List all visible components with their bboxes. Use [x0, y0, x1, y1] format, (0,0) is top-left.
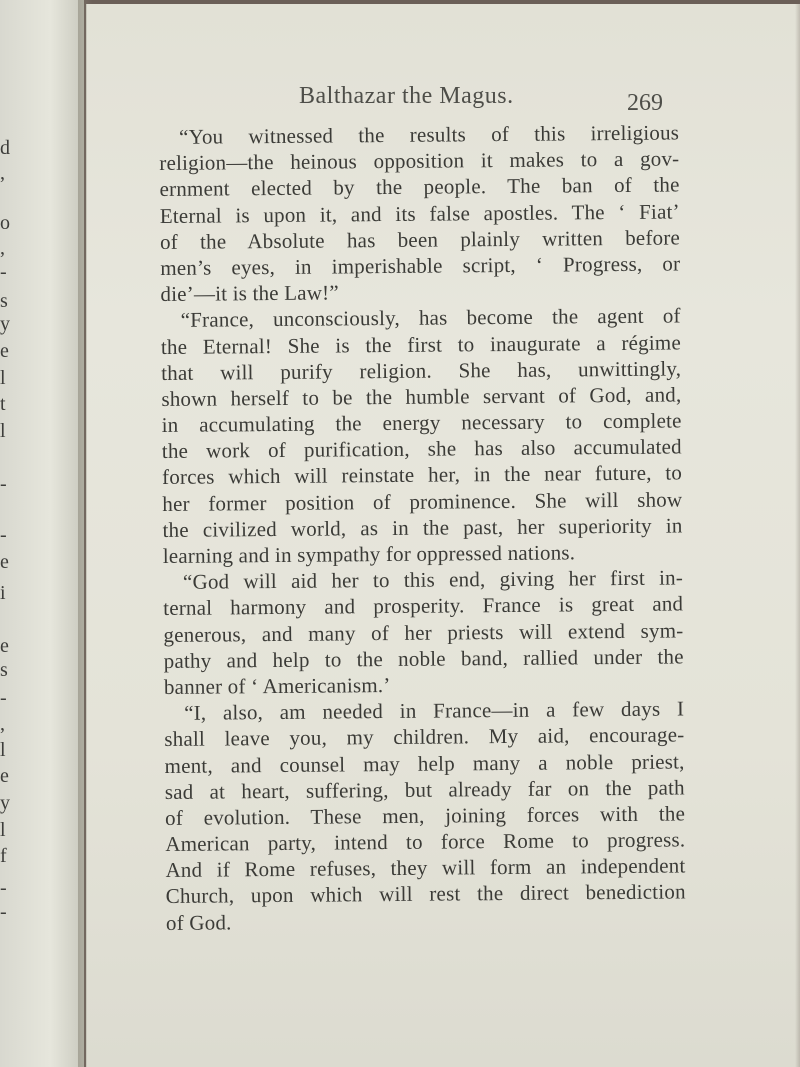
book-page	[86, 4, 800, 1067]
fragment: o	[0, 212, 10, 234]
fragment: s	[0, 290, 8, 312]
text-line: ernment elected by the people. The ban of the	[159, 172, 680, 202]
page-edge-shadow	[795, 4, 800, 1067]
text-line: generous, and many of her priests will extend sym-	[163, 618, 684, 647]
text-line: shall leave you, my children. My aid, encourage-	[164, 722, 685, 752]
text-line: of evolution. These men, joining forces with the	[164, 801, 686, 830]
text-line: the Eternal! She is the first to inaugurate a régime	[160, 329, 682, 359]
fragment: t	[0, 393, 6, 415]
text-line: her former position of prominence. She will show	[162, 487, 683, 516]
text-line: in accumulating the energy necessary to complete	[161, 408, 682, 438]
fragment: f	[0, 845, 7, 867]
text-line: forces which will reinstate her, in the near future, to	[161, 460, 683, 490]
text-line: ternal harmony and prosperity. France is great and	[163, 591, 684, 621]
text-line: of God.	[165, 910, 232, 935]
running-title: Balthazar the Magus.	[299, 83, 514, 109]
text-line: “France, unconsciously, has become the agent of	[180, 303, 681, 333]
fragment: i	[0, 582, 6, 604]
previous-page	[0, 0, 84, 1067]
text-line: “I, also, am needed in France—in a few days I	[184, 696, 685, 725]
text-line: learning and in sympathy for oppressed nations.	[162, 540, 576, 568]
text-line: Eternal is upon it, and its false apostles. The ‘ Fiat’	[159, 199, 680, 228]
text-line: of the Absolute has been plainly written before	[159, 225, 681, 254]
paragraph	[159, 119, 681, 307]
previous-page-text-fragments	[0, 0, 20, 1067]
fragment: -	[0, 473, 7, 495]
paragraph	[163, 565, 684, 700]
text-line: the civilized world, as in the past, her superiority in	[162, 513, 683, 542]
fragment: -	[0, 901, 7, 923]
text-line: pathy and help to the noble band, rallied under the	[163, 644, 684, 673]
fragment: y	[0, 792, 10, 814]
fragment: l	[0, 367, 6, 389]
fragment: -	[0, 261, 7, 283]
fragment: ,	[0, 237, 5, 259]
text-line: And if Rome refuses, they will form an independent	[165, 853, 686, 883]
text-line: Church, upon which will rest the direct benediction	[165, 879, 686, 909]
fragment: s	[0, 659, 8, 681]
text-line: sad at heart, suffering, but already far on the path	[164, 775, 685, 804]
text-line: shown herself to be the humble servant of God, and,	[161, 382, 682, 411]
fragment: e	[0, 551, 9, 573]
text-line: religion—the heinous opposition it makes to a gov-	[159, 146, 680, 176]
text-line: men’s eyes, in imperishable script, ‘ Progress, or	[160, 251, 681, 280]
fragment: ,	[0, 713, 5, 735]
fragment: l	[0, 420, 6, 442]
fragment: -	[0, 877, 7, 899]
paragraph	[164, 696, 686, 936]
fragment: l	[0, 739, 6, 761]
text-line: American party, intend to force Rome to progress.	[165, 827, 686, 857]
fragment: d	[0, 137, 10, 159]
text-line: die’—it is the Law!”	[160, 280, 339, 307]
text-line: “You witnessed the results of this irreligious	[179, 120, 680, 149]
fragment: ,	[0, 162, 5, 184]
paragraph	[161, 303, 683, 569]
page-number: 269	[627, 90, 663, 116]
fragment: -	[0, 687, 7, 709]
fragment: e	[0, 635, 9, 657]
fragment: -	[0, 524, 7, 546]
text-line: the work of purification, she has also accumulated	[161, 434, 682, 464]
text-line: “God will aid her to this end, giving her first in-	[182, 565, 684, 595]
text-line: ment, and counsel may help many a noble priest,	[164, 748, 685, 778]
fragment: e	[0, 765, 9, 787]
fragment: e	[0, 340, 9, 362]
page-body	[159, 119, 686, 935]
fragment: l	[0, 819, 6, 841]
text-line: that will purify religion. She has, unwittingly,	[161, 356, 682, 385]
text-line: banner of ‘ Americanism.’	[163, 672, 391, 699]
fragment: y	[0, 313, 10, 335]
